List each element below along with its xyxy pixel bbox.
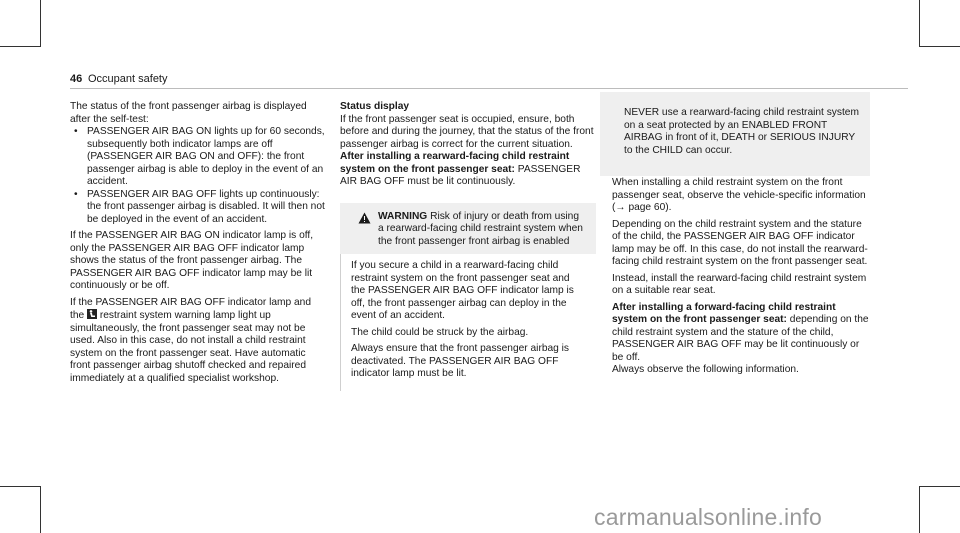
warning-lamp-paragraph [70,297,326,386]
forward-heading: After installing a forward-facing child restraint system on the front passenger seat: [612,301,836,325]
crop-mark [0,46,41,47]
depending-paragraph: Depending on the child restraint system and the stature of the child, the PASSENGER AIR BAG OFF indicator lamp may be off. In this case, do not install the rearward-facing child restraint system on the front passenger seat. [612,218,868,267]
crop-mark [919,486,960,487]
warning-body [340,254,596,391]
column-left [70,101,326,385]
install-text-start: When installing a child restraint system on the front passenger seat, observe the vehicle-specific information ( [612,177,866,213]
crop-mark [40,0,41,47]
warning-label: WARNING [378,210,428,222]
status-bullet-list [70,126,326,226]
crop-mark [919,486,920,533]
rearward-text: PASSENGER AIR BAG OFF must be lit continuously. [340,163,581,187]
indicator-paragraph: If the PASSENGER AIR BAG ON indicator lamp is off, only the PASSENGER AIR BAG OFF indicator lamp shows the status of the front passenger airbag. The PASSENGER AIR BAG OFF indicator lamp may be lit continuously or be off. [70,230,314,291]
forward-text: depending on the child restraint system and the stature of the child, PASSENGER AIR BAG OFF may be lit continuously or be off. [612,314,869,363]
warning-paragraph: If you secure a child in a rearward-facing child restraint system on the front passenger seat and the PASSENGER AIR BAG OFF indicator lamp is off, the front passenger airbag can deploy in the event of an accident. [351,260,574,321]
crop-mark [0,486,41,487]
warning-paragraph: Always ensure that the front passenger airbag is deactivated. The PASSENGER AIR BAG OFF indicator lamp must be lit. [351,343,570,379]
observe-paragraph: Always observe the following information. [612,364,799,375]
warning-lamp-text-end: restraint system warning lamp light up simultaneously, the front passenger seat may not be used. Also in this case, do not install a child restraint system on the front passenger seat. Have automatic front passenger airbag shutoff checked and repaired immediately at a qualified specialist workshop. [70,310,306,384]
header-divider [70,88,908,89]
right-text [612,177,870,377]
rearward-paragraph [340,151,596,189]
warning-headline: Risk of injury or death from using a rearward-facing child restraint system when the front passenger front airbag is enabled [378,210,583,247]
page-reference-arrow-icon: → [615,202,626,213]
never-notice-text: NEVER use a rearward-facing child restraint system on a seat protected by an ENABLED FRONT AIRBAG in front of it, DEATH or SERIOUS INJURY to the CHILD can occur. [624,107,859,156]
column-right [612,101,870,377]
restraint-system-warning-icon [87,309,97,319]
watermark: carmanualsonline.info [594,504,822,530]
warning-triangle-icon [350,211,378,249]
page-reference-link[interactable]: page 60). [628,202,672,213]
section-title: Occupant safety [88,73,168,85]
rearward-heading: After installing a rearward-facing child restraint system on the front passenger seat: [340,151,570,175]
install-paragraph [612,177,870,215]
status-display-heading: Status display [340,101,410,112]
column-middle [340,101,596,391]
crop-mark [919,0,920,47]
warning-paragraph: The child could be struck by the airbag. [351,326,529,338]
instead-paragraph: Instead, install the rearward-facing child restraint system on a suitable rear seat. [612,272,867,296]
list-item: • PASSENGER AIR BAG ON lights up for 60 seconds, subsequently both indicator lamps are off (PASSENGER AIR BAG ON and OFF): the front passenger airbag is able to deploy in the event of an accident. [70,126,326,189]
crop-mark [919,46,960,47]
list-item: • PASSENGER AIR BAG OFF lights up continuously: the front passenger airbag is disabled. It will then not be deployed in the event of an accident. [70,189,326,227]
warning-box [340,203,596,391]
page-number: 46 [70,73,83,85]
warning-headline-wrap [378,211,586,249]
never-notice [612,99,870,157]
intro-paragraph: The status of the front passenger airbag is displayed after the self-test: [70,101,307,125]
status-display-text: If the front passenger seat is occupied, ensure, both before and during the journey, that the status of the front passenger airbag is correct for the current situation. [340,113,594,150]
warning-lamp-text-start: If the PASSENGER AIR BAG OFF indicator lamp and the [70,296,312,321]
crop-mark [40,486,41,533]
forward-paragraph [612,302,870,365]
warning-header [340,203,596,255]
